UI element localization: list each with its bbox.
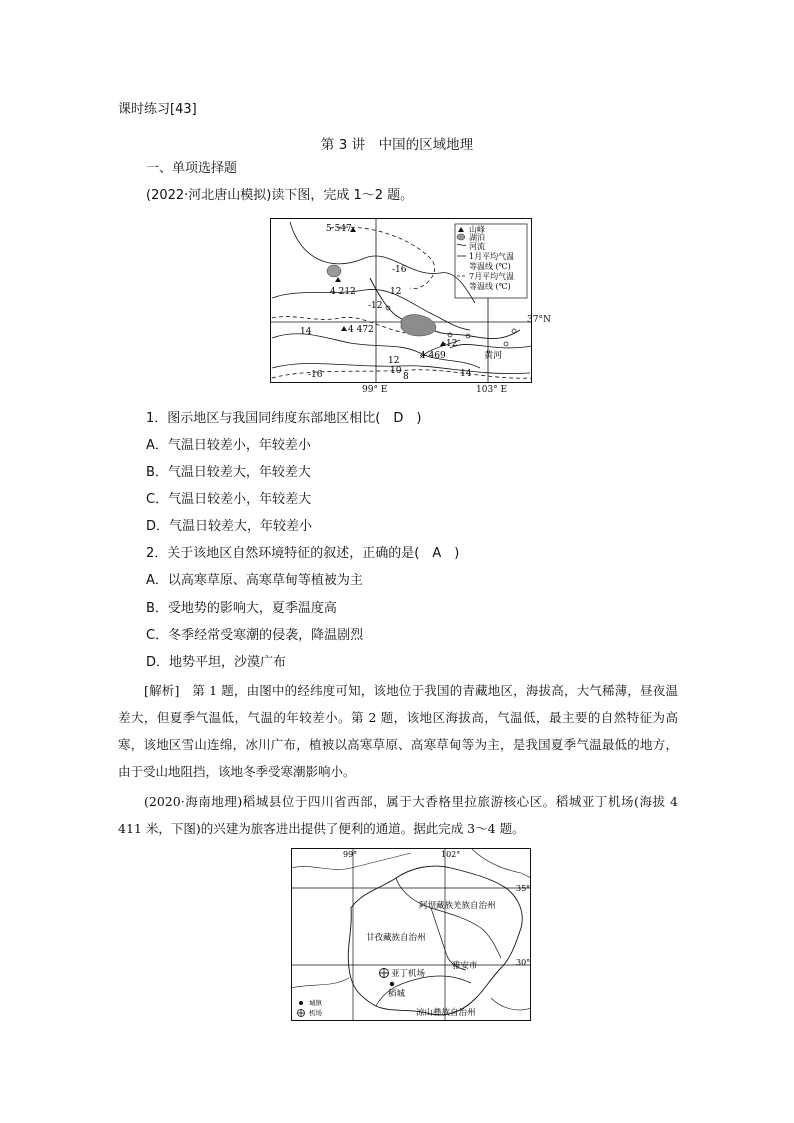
longitude-label-99: 99° E [362, 385, 388, 395]
isotherm-label: 12 [388, 356, 400, 366]
question-1-stem: 1．图示地区与我国同纬度东部地区相比( D ) [146, 411, 422, 426]
legend-item: 等温线 (℃) [469, 262, 511, 271]
legend-airport-label: 机场 [309, 1009, 322, 1017]
longitude-label: 99° [343, 850, 358, 859]
isotherm-label: -16 [308, 370, 323, 380]
legend-item: 1月平均气温 [469, 252, 515, 261]
isotherm-label: 10 [390, 366, 402, 376]
section-heading: 一、单项选择题 [146, 161, 238, 176]
isotherm-label: 14 [460, 369, 472, 379]
town-label: 稻城 [388, 989, 406, 999]
legend-item: 山峰 [469, 225, 485, 234]
legend-item: 7月平均气温 [469, 272, 515, 281]
analysis-text: [解析] 第 1 题，由图中的经纬度可知，该地位于我国的青藏地区，海拔高，大气稀薄，昼夜温差大，但夏季气温低，气温的年较差小。第 2 题，该地区海拔高，气温低，最主要的自然特征为高寒，该地区雪山连绵，冰川广布，植被以高寒草原、高寒草甸等为主，是我国夏季气温最低的地方，由于受山地阻挡，该地冬季受寒潮影响小。 [118, 683, 678, 779]
question-intro-1: (2022·河北唐山模拟)读下图，完成 1～2 题。 [146, 188, 414, 203]
legend-town-label: 城镇 [309, 999, 322, 1007]
peak-label-3: 4 472 [348, 325, 374, 335]
practice-label: 课时练习[43] [118, 102, 197, 117]
question-1-option-c: C．气温日较差小，年较差大 [146, 492, 312, 507]
isotherm-label: -12 [443, 339, 458, 349]
isotherm-label: 8 [403, 372, 409, 382]
question-2-option-c: C．冬季经常受寒潮的侵袭，降温剧烈 [146, 628, 364, 643]
sichuan-map [291, 848, 531, 1021]
airport-icon [380, 969, 389, 978]
latitude-label: 37°N [527, 315, 551, 325]
peak-label-2: 4 212 [330, 287, 356, 297]
question-2-stem: 2．关于该地区自然环境特征的叙述，正确的是( A ) [146, 546, 460, 561]
legend-item: 河流 [469, 242, 485, 251]
region-label: 阿坝藏族羌族自治州 [419, 901, 496, 911]
question-1-option-a: A．气温日较差小，年较差小 [146, 438, 311, 453]
peak-label-4: 4 469 [420, 351, 446, 361]
region-label: 凉山彝族自治州 [416, 1008, 476, 1018]
latitude-label: 30° [516, 958, 531, 967]
latitude-label: 35° [516, 884, 531, 893]
longitude-label-103: 103° E [476, 385, 508, 395]
isotherm-label: -12 [368, 301, 383, 311]
peak-label-1: 5 547 [326, 224, 352, 234]
question-intro-2-paragraph [118, 788, 678, 842]
question-intro-2: (2020·海南地理)稻城县位于四川省西部，属于大香格里拉旅游核心区。稻城亚丁机场(海拔 4 411 米，下图)的兴建为旅客进出提供了便利的通道。据此完成 3～4 题。 [118, 794, 678, 836]
river-label: 黄河 [484, 351, 503, 361]
analysis-paragraph [118, 677, 678, 785]
question-2-option-b: B．受地势的影响大，夏季温度高 [146, 601, 337, 616]
isotherm-label: 12 [390, 287, 402, 297]
page-title: 第 3 讲 中国的区域地理 [320, 137, 474, 153]
region-label: 甘孜藏族自治州 [366, 933, 426, 943]
airport-label: 亚丁机场 [391, 969, 426, 979]
isotherm-label: -16 [392, 265, 407, 275]
climate-map [270, 218, 532, 383]
question-2-option-a: A．以高寒草原、高寒草甸等植被为主 [146, 573, 363, 588]
region-label: 雅安市 [452, 961, 478, 971]
question-1-option-d: D．气温日较差大，年较差小 [146, 519, 313, 534]
legend-item: 等温线 (℃) [469, 282, 511, 291]
longitude-label: 102° [441, 850, 461, 859]
isotherm-label: 14 [300, 327, 312, 337]
legend-item: 湖泊 [469, 233, 485, 242]
question-1-option-b: B．气温日较差大，年较差大 [146, 465, 311, 480]
question-2-option-d: D．地势平坦，沙漠广布 [146, 655, 287, 670]
town-dot [390, 982, 394, 986]
